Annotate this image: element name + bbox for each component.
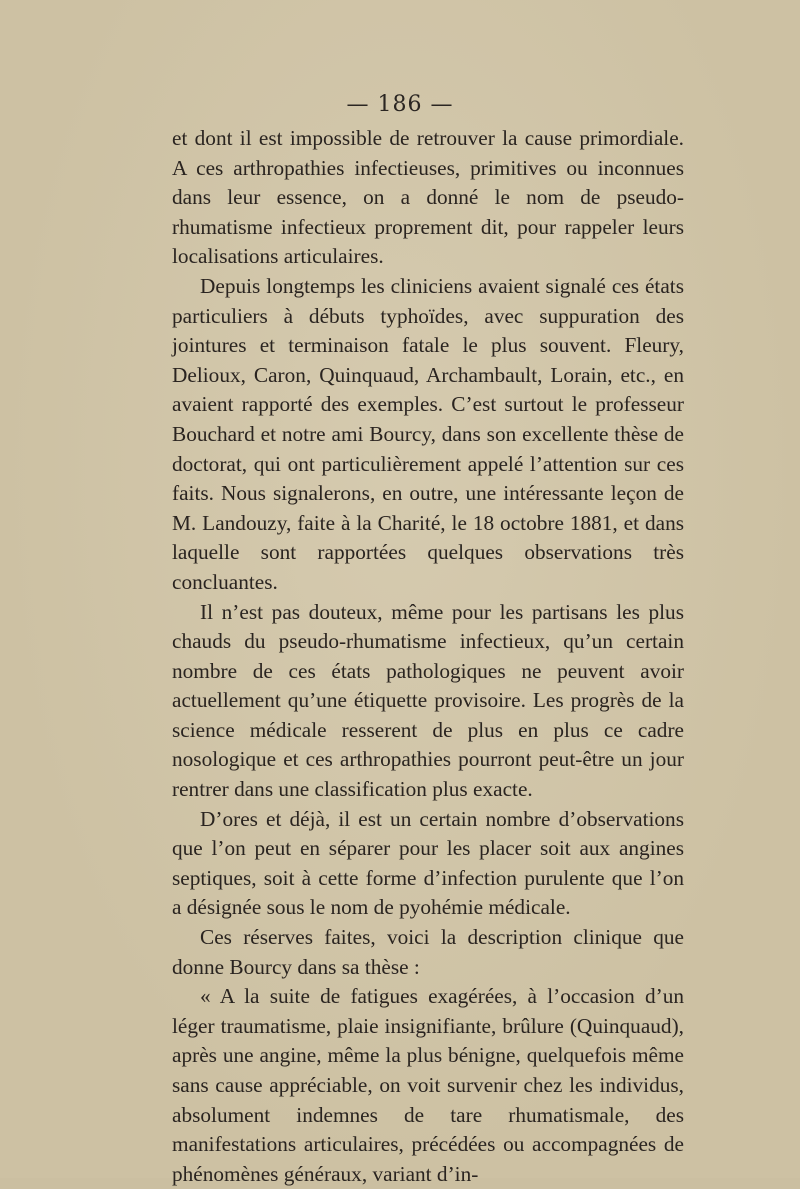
paragraph-6: « A la suite de fatigues exagérées, à l’occasion d’un léger traumatisme, plaie insignifiante, brûlure (Quinquaud), après une angine, même la plus bénigne, quelquefois même sans cause appréciable, on voit survenir chez les individus, absolument indemnes de tare rhumatismale, des manifestations articulaires, précédées ou accompagnées de phénomènes généraux, variant d’in- xyxy=(172,984,684,1186)
paragraph-4: D’ores et déjà, il est un certain nombre d’observations que l’on peut en séparer pour les placer soit aux angines septiques, soit à cette forme d’infection purulente que l’on a désignée sous le nom de pyohémie médicale. xyxy=(172,806,684,920)
paragraph-1: et dont il est impossible de retrouver la cause primordiale. A ces arthropathies infectieuses, primitives ou inconnues dans leur essence, on a donné le nom de pseudo-rhumatisme infectieux proprement dit, pour rappeler leurs localisations articulaires. xyxy=(172,126,684,269)
paragraph-5: Ces réserves faites, voici la description clinique que donne Bourcy dans sa thèse : xyxy=(172,925,684,979)
paragraph-2: Depuis longtemps les cliniciens avaient signalé ces états particuliers à débuts typhoïdes, avec suppuration des jointures et terminaison fatale le plus souvent. Fleury, Delioux, Caron, Quinquaud, Archambault, Lorain, etc., en avaient rapporté des exemples. C’est surtout le professeur Bouchard et notre ami Bourcy, dans son excellente thèse de doctorat, qui ont particulièrement appelé l’attention sur ces faits. Nous signalerons, en outre, une intéressante leçon de M. Landouzy, faite à la Charité, le 18 octobre 1881, et dans laquelle sont rapportées quelques observations très concluantes. xyxy=(172,273,684,594)
body-text xyxy=(172,124,684,1189)
page-number: — 186 — xyxy=(346,92,454,117)
paragraph-3: Il n’est pas douteux, même pour les partisans les plus chauds du pseudo-rhumatisme infectieux, qu’un certain nombre de ces états pathologiques ne peuvent avoir actuellement qu’une étiquette provisoire. Les progrès de la science médicale resserent de plus en plus ce cadre nosologique et ces arthropathies pourront peut-être un jour rentrer dans une classification plus exacte. xyxy=(172,599,684,802)
